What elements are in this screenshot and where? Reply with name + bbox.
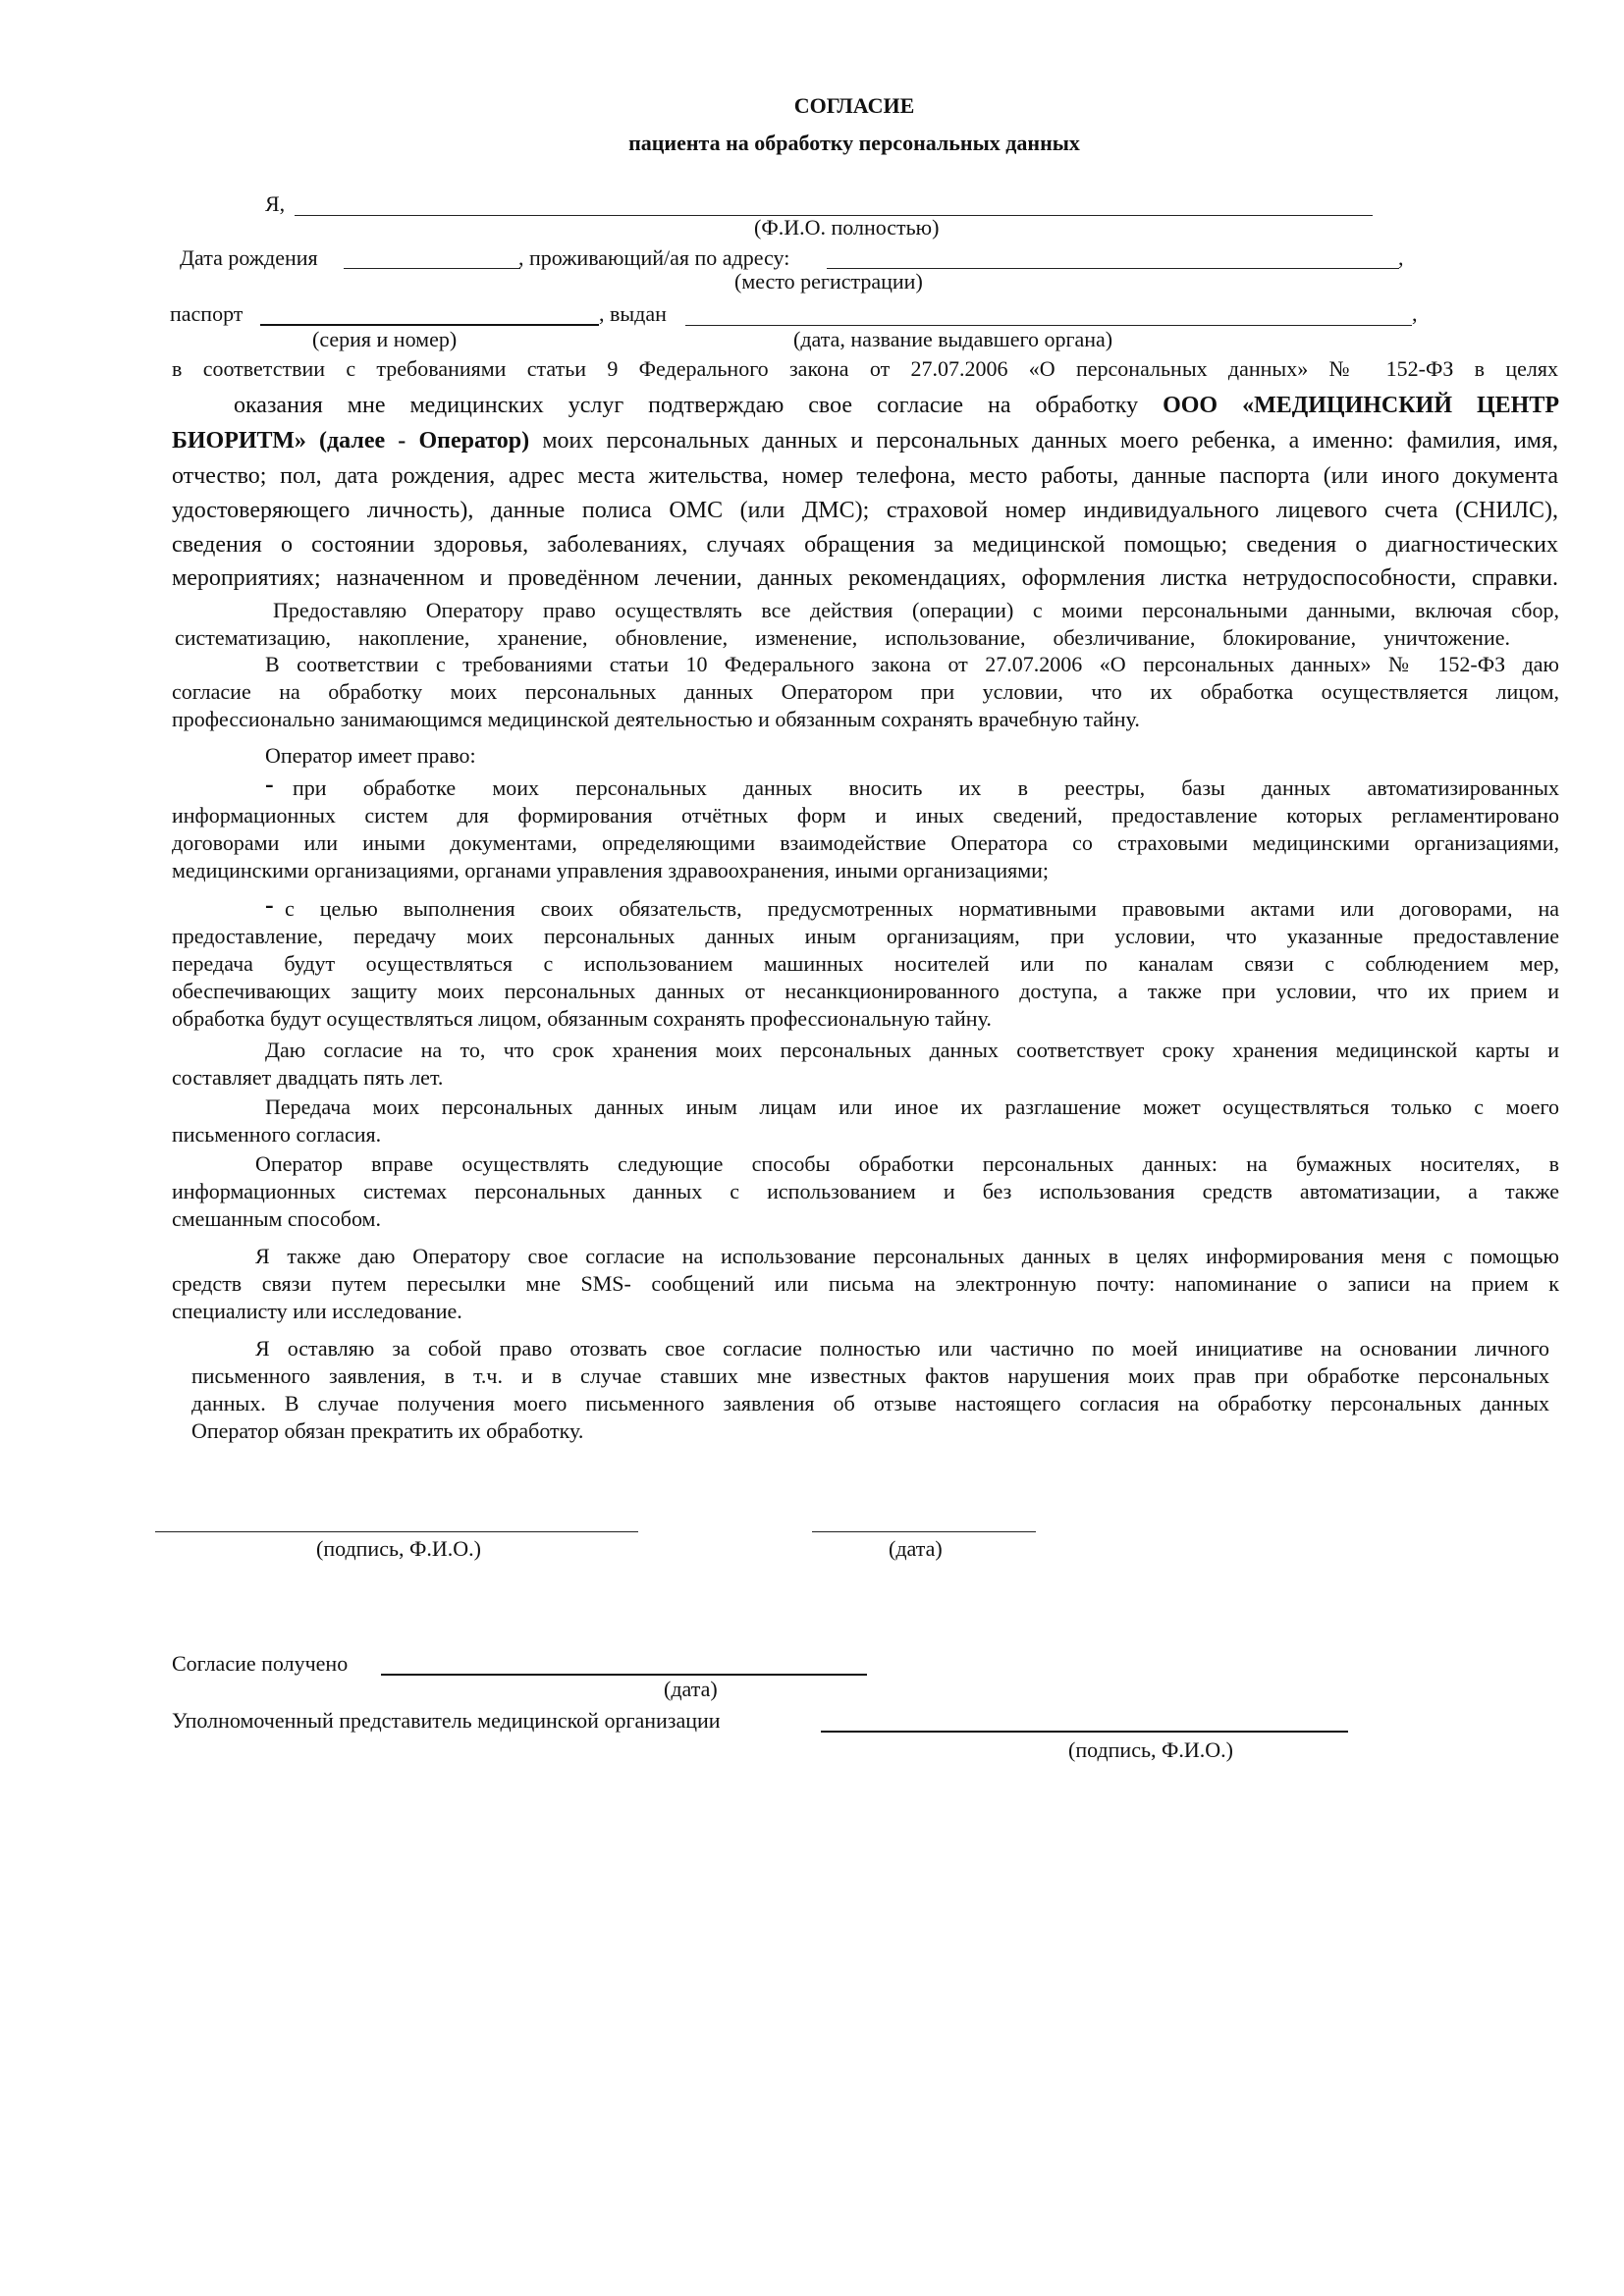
- body-line: Оператор обязан прекратить их обработку.: [191, 1418, 584, 1443]
- i-label: Я,: [265, 191, 286, 216]
- representative-signature-field[interactable]: [821, 1731, 1348, 1733]
- body-line: при обработке моих персональных данных вносить их в реестры, базы данных автоматизированных: [293, 775, 1559, 800]
- body-line: оказания мне медицинских услуг подтверждаю свое согласие на обработку ООО «МЕДИЦИНСКИЙ ЦЕНТР: [234, 393, 1560, 418]
- body-line: В соответствии с требованиями статьи 10 Федерального закона от 27.07.2006 «О персональных данных» № 152-ФЗ даю: [265, 652, 1559, 676]
- body-line: Оператор вправе осуществлять следующие способы обработки персональных данных: на бумажных носителях, в: [255, 1151, 1559, 1176]
- passport-label: паспорт: [170, 301, 244, 326]
- issuer-caption: (дата, название выдавшего органа): [793, 327, 1113, 351]
- dob-label: Дата рождения: [180, 245, 318, 270]
- dob-field[interactable]: [344, 268, 520, 269]
- issuer-field[interactable]: [685, 325, 1412, 326]
- body-line: БИОРИТМ» (далее - Оператор) моих персональных данных и персональных данных моего ребенка, а именно: фамилия, имя,: [172, 428, 1559, 454]
- body-line: письменного заявления, в т.ч. и в случае ставших мне известных фактов нарушения моих прав при обработке персональных: [191, 1363, 1549, 1388]
- representative-caption: (подпись, Ф.И.О.): [1068, 1737, 1233, 1762]
- body-line: специалисту или исследование.: [172, 1299, 462, 1323]
- body-line: систематизацию, накопление, хранение, обновление, изменение, использование, обезличивание, блокирование, уничтожение.: [175, 625, 1510, 650]
- body-line: Предоставляю Оператору право осуществлять все действия (операции) с моими персональными данными, включая сбор,: [273, 598, 1559, 622]
- body-line: Я оставляю за собой право отозвать свое согласие полностью или частично по моей инициативе на основании личного: [255, 1336, 1549, 1361]
- body-line: удостоверяющего личность), данные полиса ОМС (или ДМС); страховой номер индивидуального лицевого счета (СНИЛС),: [172, 498, 1558, 523]
- document-subtitle: пациента на обработку персональных данных: [628, 131, 1080, 155]
- registration-caption: (место регистрации): [734, 269, 923, 294]
- body-line: с целью выполнения своих обязательств, предусмотренных нормативными правовыми актами или договорами, на: [285, 896, 1559, 921]
- consent-received-date-field[interactable]: [381, 1674, 867, 1676]
- passport-field[interactable]: [260, 324, 599, 326]
- bullet-dash: -: [265, 890, 274, 919]
- body-line: Оператор имеет право:: [265, 743, 476, 768]
- body-line: отчество; пол, дата рождения, адрес места жительства, номер телефона, место работы, данные паспорта (или иного документа: [172, 463, 1558, 489]
- body-line: письменного согласия.: [172, 1122, 382, 1147]
- body-line: предоставление, передачу моих персональных данных иным организациям, при условии, что указанные предоставление: [172, 924, 1559, 948]
- body-line: данных. В случае получения моего письменного заявления об отзыве настоящего согласия на обработку персональных данных: [191, 1391, 1549, 1415]
- body-line: информационных систем для формирования отчётных форм и иных сведений, предоставление которых регламентировано: [172, 803, 1559, 828]
- body-line: информационных системах персональных данных с использованием и без использования средств автоматизации, а также: [172, 1179, 1559, 1203]
- address-comma: ,: [1398, 245, 1404, 270]
- body-line: смешанным способом.: [172, 1206, 381, 1231]
- body-line: Передача моих персональных данных иным лицам или иное их разглашение может осуществляться только с моего: [265, 1095, 1559, 1119]
- passport-caption: (серия и номер): [312, 327, 458, 351]
- document-title: СОГЛАСИЕ: [793, 93, 915, 118]
- signature-field[interactable]: [155, 1531, 638, 1532]
- body-line: профессионально занимающимся медицинской деятельностью и обязанным сохранять врачебную тайну.: [172, 707, 1140, 731]
- body-line: обеспечивающих защиту моих персональных данных от несанкционированного доступа, а также при условии, что их прием и: [172, 979, 1559, 1003]
- body-line: согласие на обработку моих персональных данных Оператором при условии, что их обработка осуществляется лицом,: [172, 679, 1559, 704]
- consent-received-date-caption: (дата): [664, 1677, 718, 1701]
- body-line: Я также даю Оператору свое согласие на использование персональных данных в целях информирования меня с помощью: [255, 1244, 1559, 1268]
- issued-label: , выдан: [599, 301, 667, 326]
- body-line: договорами или иными документами, определяющими взаимодействие Оператора со страховыми медицинскими организациями,: [172, 830, 1559, 855]
- body-line: в соответствии с требованиями статьи 9 Федерального закона от 27.07.2006 «О персональных данных» № 152-ФЗ в целях: [172, 356, 1558, 381]
- body-line: сведения о состоянии здоровья, заболеваниях, случаях обращения за медицинской помощью; сведения о диагностических: [172, 532, 1558, 558]
- bullet-dash: -: [265, 770, 274, 798]
- signature-date-field[interactable]: [812, 1531, 1036, 1532]
- body-line: Даю согласие на то, что срок хранения моих персональных данных соответствует сроку хранения медицинской карты и: [265, 1038, 1559, 1062]
- body-line: мероприятиях; назначенном и проведённом лечении, данных рекомендациях, оформления листка нетрудоспособности, справки.: [172, 565, 1558, 591]
- body-line: составляет двадцать пять лет.: [172, 1065, 444, 1090]
- consent-received-label: Согласие получено: [172, 1651, 349, 1676]
- body-line: средств связи путем пересылки мне SMS- сообщений или письма на электронную почту: напоминание о записи на прием к: [172, 1271, 1559, 1296]
- issuer-comma: ,: [1412, 301, 1418, 326]
- body-line: медицинскими организациями, органами управления здравоохранения, иными организациями;: [172, 858, 1050, 882]
- signature-caption: (подпись, Ф.И.О.): [316, 1536, 481, 1561]
- signature-date-caption: (дата): [889, 1536, 943, 1561]
- body-line: обработка будут осуществляться лицом, обязанным сохранять профессиональную тайну.: [172, 1006, 992, 1031]
- residing-label: , проживающий/ая по адресу:: [518, 245, 790, 270]
- representative-label: Уполномоченный представитель медицинской организации: [172, 1708, 721, 1733]
- fio-caption: (Ф.И.О. полностью): [754, 215, 940, 240]
- body-line: передача будут осуществляться с использованием машинных носителей или по каналам связи с соблюдением мер,: [172, 951, 1559, 976]
